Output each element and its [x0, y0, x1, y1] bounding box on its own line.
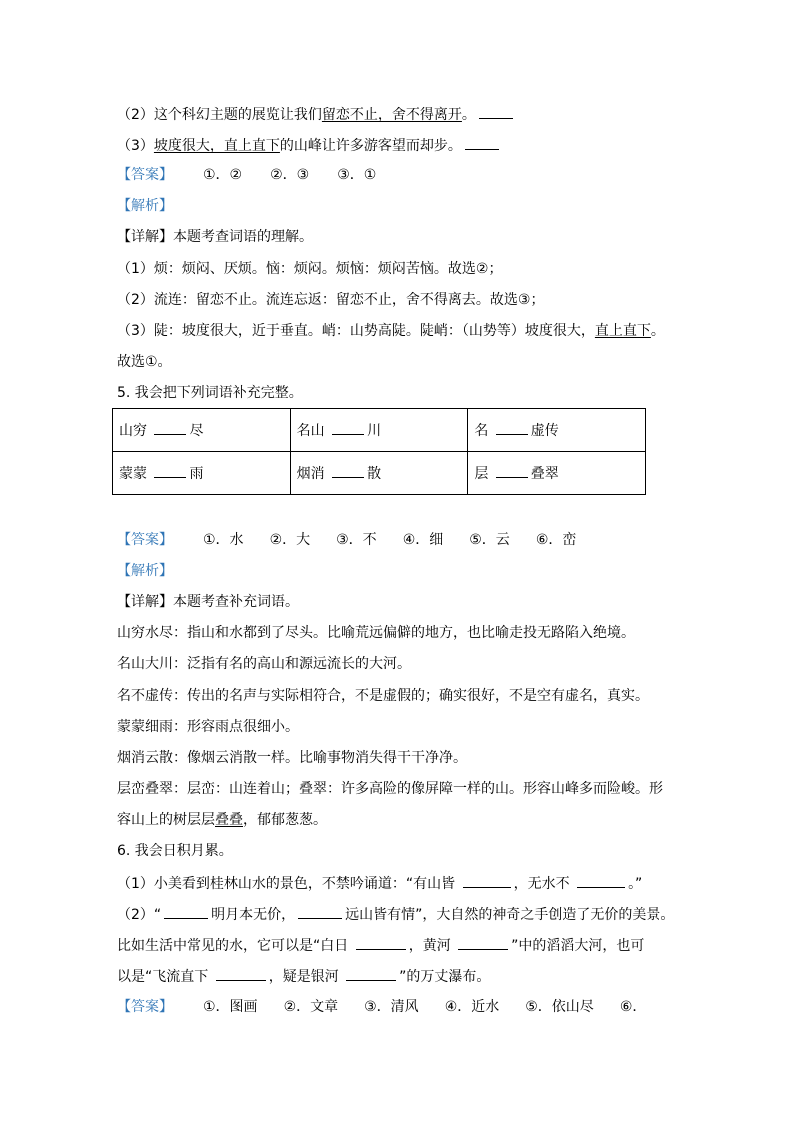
text: ②．大 [269, 532, 311, 548]
text: 蒙蒙细雨：形容雨点很细小。 [117, 718, 299, 735]
line-e5-5 [117, 749, 467, 767]
text: ②．文章 [283, 998, 339, 1015]
text: 。 [650, 322, 665, 339]
text: 明月本无价， [211, 907, 296, 924]
text: 山穷水尽：指山和水都到了尽头。比喻荒远偏僻的地方，也比喻走投无路陷入绝境。 [117, 625, 635, 642]
cell-prefix: 名山 [296, 423, 325, 439]
text: 名山大川：泛指有名的高山和源远流长的大河。 [117, 656, 411, 673]
line-xj4 [117, 228, 313, 246]
line-q4-3 [117, 135, 502, 155]
text: （1）小美看到桂林山水的景色，不禁吟诵道：“有山皆 [117, 876, 460, 893]
cell-suffix: 叠翠 [530, 466, 559, 482]
text: 的山峰让许多游客望而却步。 [279, 138, 462, 155]
cell-prefix: 烟消 [296, 466, 325, 482]
underlined-text: 坡度很大，直上直下 [153, 138, 280, 155]
idiom-fill-table [112, 408, 646, 495]
cell-suffix: 川 [367, 423, 382, 439]
text: ”的万丈瀑布。 [399, 969, 491, 986]
line-q6 [117, 842, 233, 860]
text: ②．③ [270, 167, 310, 184]
table-cell [468, 452, 646, 495]
fill-blank[interactable] [216, 966, 266, 981]
line-e4-1 [117, 260, 502, 278]
text: ③．① [337, 167, 377, 184]
section-tag: 【解析】 [117, 563, 173, 580]
section-tag: 【答案】 [117, 998, 173, 1015]
section-tag: 【答案】 [117, 167, 173, 184]
table-cell [468, 409, 646, 452]
text: 容山上的树层层 [117, 811, 215, 828]
line-q6-4 [117, 966, 490, 986]
text: ，黄河 [408, 938, 456, 955]
text: ，郁郁葱葱。 [243, 811, 327, 828]
section-tag: 【解析】 [117, 198, 173, 215]
fill-blank[interactable] [479, 104, 513, 119]
line-e5-2 [117, 655, 411, 673]
line-q6-1 [117, 873, 642, 893]
fill-blank[interactable] [496, 463, 528, 478]
text: （3）陡：坡度很大，近于垂直。峭：山势高陡。陡峭：（山势等）坡度很大， [117, 322, 595, 339]
line-e5-6 [117, 780, 663, 798]
line-q4-2 [117, 104, 516, 124]
text: 烟消云散：像烟云消散一样。比喻事物消失得干干净净。 [117, 749, 467, 766]
text: ③．清风 [364, 998, 419, 1015]
section-tag: 【答案】 [117, 532, 173, 548]
line-e5-3 [117, 687, 649, 705]
line-ans4 [117, 166, 376, 184]
fill-blank[interactable] [164, 904, 208, 919]
fill-blank[interactable] [496, 420, 528, 435]
cell-suffix: 雨 [189, 466, 204, 482]
line-jx4 [117, 197, 173, 215]
table-row [113, 452, 646, 495]
line-q6-3 [117, 935, 644, 955]
table-cell [290, 452, 468, 495]
text: ⑤．云 [469, 532, 510, 548]
underlined-text: 留恋不止，舍不得离开 [321, 107, 462, 123]
cell-suffix: 尽 [189, 423, 204, 439]
text: ”中的滔滔大河，也可 [511, 938, 645, 955]
text: 层峦叠翠：层峦：山连着山；叠翠：许多高险的像屏障一样的山。形容山峰多而险峻。形 [117, 780, 663, 797]
line-e4-3 [117, 322, 665, 340]
table-row [113, 409, 646, 452]
text: （2）这个科幻主题的展览让我们 [117, 107, 322, 123]
line-q5 [117, 384, 303, 402]
text: 以是“飞流直下 [117, 969, 213, 986]
fill-blank[interactable] [356, 935, 406, 950]
text: 。 [461, 107, 476, 123]
underlined-text: 直上直下 [594, 322, 651, 339]
line-e5-4 [117, 718, 299, 736]
fill-blank[interactable] [577, 873, 625, 888]
text: ，疑是银河 [268, 969, 344, 986]
cell-prefix: 山穷 [119, 423, 147, 439]
line-jx5 [117, 562, 173, 580]
text: ⑥．峦 [535, 532, 577, 548]
fill-blank[interactable] [154, 463, 186, 478]
underlined-text: 叠叠 [215, 811, 243, 828]
text: 5. 我会把下列词语补充完整。 [117, 384, 303, 401]
text: ③．不 [336, 532, 377, 548]
text: ①．图画 [203, 998, 258, 1015]
text: ④．近水 [444, 998, 500, 1015]
text: 比如生活中常见的水，它可以是“白日 [117, 938, 353, 955]
text: （1）烦：烦闷、厌烦。恼：烦闷。烦恼：烦闷苦恼。故选②； [117, 260, 503, 277]
table-cell [113, 452, 291, 495]
cell-prefix: 蒙蒙 [119, 466, 147, 482]
fill-blank[interactable] [458, 935, 508, 950]
text: （2）“ [117, 907, 162, 924]
fill-blank[interactable] [465, 135, 499, 150]
line-ans6 [117, 998, 646, 1016]
text: 远山皆有情”，大自然的神奇之手创造了无价的美景。 [345, 907, 675, 924]
fill-blank[interactable] [346, 966, 396, 981]
text: 。” [628, 876, 643, 893]
cell-suffix: 虚传 [530, 423, 559, 439]
text: ⑥． [619, 998, 647, 1015]
line-ans5 [117, 531, 576, 549]
cell-prefix: 名 [474, 423, 489, 439]
fill-blank[interactable] [332, 420, 364, 435]
text: （2）流连：留恋不止。流连忘返：留恋不止，舍不得离去。故选③； [117, 291, 545, 308]
text: （3） [117, 138, 154, 155]
text: ①．② [203, 167, 243, 184]
line-e4-4 [117, 353, 172, 371]
line-xj5 [117, 593, 299, 611]
line-e5-7 [117, 811, 327, 829]
fill-blank[interactable] [332, 463, 364, 478]
fill-blank[interactable] [463, 873, 511, 888]
text: 故选①。 [117, 353, 172, 370]
text: ④．细 [402, 532, 444, 548]
text: ⑤．依山尽 [525, 998, 594, 1015]
text: 【详解】本题考查词语的理解。 [117, 229, 313, 246]
text: 6. 我会日积月累。 [117, 843, 233, 859]
text: ①．水 [203, 532, 244, 548]
text: 【详解】本题考查补充词语。 [117, 594, 299, 611]
fill-blank[interactable] [154, 420, 186, 435]
line-e5-1 [117, 624, 635, 642]
text: 名不虚传：传出的名声与实际相符合，不是虚假的；确实很好，不是空有虚名，真实。 [117, 687, 649, 704]
cell-suffix: 散 [367, 466, 382, 482]
table-cell [113, 409, 291, 452]
line-e4-2 [117, 291, 544, 309]
text: ，无水不 [513, 876, 575, 893]
table-cell [290, 409, 468, 452]
line-q6-2 [117, 904, 674, 924]
cell-prefix: 层 [474, 466, 489, 482]
fill-blank[interactable] [298, 904, 342, 919]
